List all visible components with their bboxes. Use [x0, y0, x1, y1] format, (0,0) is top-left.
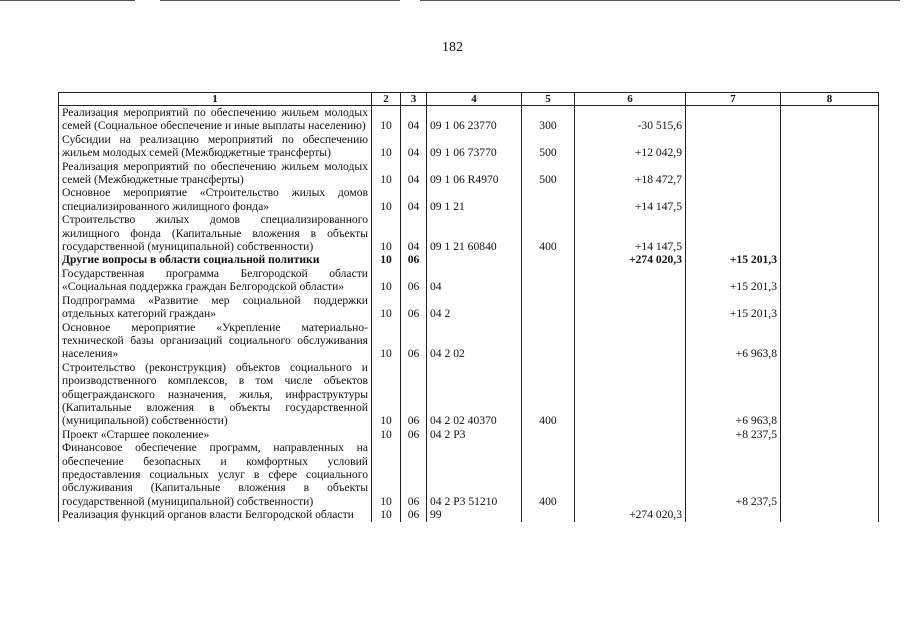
amount-change-cell	[686, 160, 781, 187]
row-name-cell: Реализация мероприятий по обеспечению жильем молодых семей (Социальное обеспечение и иные выплаты населению)	[59, 106, 372, 133]
section-code-cell: 10	[372, 441, 401, 508]
column-header: 5	[522, 93, 575, 106]
target-article-cell: 04	[427, 267, 522, 294]
amount-change-cell: +15 201,3	[686, 294, 781, 321]
section-code-cell: 10	[372, 106, 401, 133]
column-header: 6	[575, 93, 686, 106]
subsection-code-cell: 06	[401, 294, 427, 321]
section-code-cell: 10	[372, 160, 401, 187]
expense-type-cell	[522, 508, 575, 521]
table-row	[59, 253, 879, 266]
amount-change-cell: +6 963,8	[686, 321, 781, 361]
table-row	[59, 508, 879, 521]
subsection-code-cell: 06	[401, 508, 427, 521]
table-row	[59, 267, 879, 294]
column-header: 7	[686, 93, 781, 106]
column-header: 4	[427, 93, 522, 106]
budget-table	[58, 92, 879, 522]
amount-change-cell	[575, 321, 686, 361]
subsection-code-cell: 06	[401, 361, 427, 428]
extra-column-cell	[781, 267, 879, 294]
section-code-cell: 10	[372, 361, 401, 428]
subsection-code-cell: 06	[401, 441, 427, 508]
section-code-cell: 10	[372, 213, 401, 253]
table-row	[59, 186, 879, 213]
extra-column-cell	[781, 441, 879, 508]
amount-change-cell: +8 237,5	[686, 441, 781, 508]
extra-column-cell	[781, 186, 879, 213]
target-article-cell: 09 1 06 23770	[427, 106, 522, 133]
section-code-cell: 10	[372, 267, 401, 294]
expense-type-cell: 400	[522, 213, 575, 253]
expense-type-cell: 300	[522, 106, 575, 133]
row-name-cell: Реализация мероприятий по обеспечению жильем молодых семей (Межбюджетные трансферты)	[59, 160, 372, 187]
amount-change-cell: +14 147,5	[575, 213, 686, 253]
subsection-code-cell: 04	[401, 133, 427, 160]
table-row	[59, 361, 879, 428]
expense-type-cell: 500	[522, 133, 575, 160]
extra-column-cell	[781, 294, 879, 321]
extra-column-cell	[781, 508, 879, 521]
target-article-cell	[427, 253, 522, 266]
row-name-cell: Строительство (реконструкция) объектов социального и производственного комплексов, в том числе объектов общегражданского назначения, жилья, инфраструктуры (Капитальные вложения в объекты государственной (муниципальной) собственности)	[59, 361, 372, 428]
subsection-code-cell: 06	[401, 321, 427, 361]
expense-type-cell	[522, 428, 575, 441]
amount-change-cell	[686, 186, 781, 213]
table-row	[59, 294, 879, 321]
page-number: 182	[442, 40, 463, 55]
amount-change-cell	[686, 133, 781, 160]
extra-column-cell	[781, 133, 879, 160]
column-header: 1	[59, 93, 372, 106]
section-code-cell: 10	[372, 294, 401, 321]
subsection-code-cell: 04	[401, 106, 427, 133]
amount-change-cell: +14 147,5	[575, 186, 686, 213]
row-name-cell: Другие вопросы в области социальной политики	[59, 253, 372, 266]
expense-type-cell: 500	[522, 160, 575, 187]
table-body	[59, 106, 879, 522]
amount-change-cell: +8 237,5	[686, 428, 781, 441]
amount-change-cell: +18 472,7	[575, 160, 686, 187]
amount-change-cell: +274 020,3	[575, 508, 686, 521]
section-code-cell: 10	[372, 253, 401, 266]
column-header: 2	[372, 93, 401, 106]
section-code-cell: 10	[372, 428, 401, 441]
table-row	[59, 213, 879, 253]
row-name-cell: Строительство жилых домов специализированного жилищного фонда (Капитальные вложения в объекты государственной (муниципальной) собственности)	[59, 213, 372, 253]
amount-change-cell: +12 042,9	[575, 133, 686, 160]
extra-column-cell	[781, 213, 879, 253]
table-row	[59, 106, 879, 133]
column-header: 8	[781, 93, 879, 106]
subsection-code-cell: 04	[401, 160, 427, 187]
amount-change-cell	[686, 508, 781, 521]
amount-change-cell	[575, 267, 686, 294]
subsection-code-cell: 04	[401, 213, 427, 253]
section-code-cell: 10	[372, 186, 401, 213]
row-name-cell: Проект «Старшее поколение»	[59, 428, 372, 441]
expense-type-cell	[522, 186, 575, 213]
subsection-code-cell: 06	[401, 428, 427, 441]
expense-type-cell	[522, 253, 575, 266]
expense-type-cell	[522, 321, 575, 361]
row-name-cell: Основное мероприятие «Строительство жилых домов специализированного жилищного фонда»	[59, 186, 372, 213]
amount-change-cell	[686, 213, 781, 253]
amount-change-cell	[575, 428, 686, 441]
target-article-cell: 04 2 02	[427, 321, 522, 361]
row-name-cell: Финансовое обеспечение программ, направленных на обеспечение безопасных и комфортных условий предоставления социальных услуг в сфере социального обслуживания (Капитальные вложения в объекты государственной (муниципальной) собственности)	[59, 441, 372, 508]
target-article-cell: 04 2 P3	[427, 428, 522, 441]
extra-column-cell	[781, 160, 879, 187]
row-name-cell: Субсидии на реализацию мероприятий по обеспечению жильем молодых семей (Межбюджетные трансферты)	[59, 133, 372, 160]
amount-change-cell	[686, 106, 781, 133]
amount-change-cell: +274 020,3	[575, 253, 686, 266]
expense-type-cell: 400	[522, 361, 575, 428]
extra-column-cell	[781, 253, 879, 266]
amount-change-cell: -30 515,6	[575, 106, 686, 133]
section-code-cell: 10	[372, 321, 401, 361]
amount-change-cell	[575, 294, 686, 321]
table-row	[59, 133, 879, 160]
target-article-cell: 09 1 21	[427, 186, 522, 213]
expense-type-cell	[522, 294, 575, 321]
extra-column-cell	[781, 361, 879, 428]
target-article-cell: 09 1 06 R4970	[427, 160, 522, 187]
row-name-cell: Реализация функций органов власти Белгородской области	[59, 508, 372, 521]
amount-change-cell: +15 201,3	[686, 267, 781, 294]
table-row	[59, 321, 879, 361]
amount-change-cell	[575, 441, 686, 508]
subsection-code-cell: 06	[401, 267, 427, 294]
extra-column-cell	[781, 321, 879, 361]
top-edge-rule	[0, 0, 905, 6]
target-article-cell: 04 2 02 40370	[427, 361, 522, 428]
target-article-cell: 09 1 21 60840	[427, 213, 522, 253]
table-row	[59, 428, 879, 441]
expense-type-cell: 400	[522, 441, 575, 508]
column-header: 3	[401, 93, 427, 106]
amount-change-cell: +15 201,3	[686, 253, 781, 266]
target-article-cell: 09 1 06 73770	[427, 133, 522, 160]
section-code-cell: 10	[372, 508, 401, 521]
target-article-cell: 99	[427, 508, 522, 521]
row-name-cell: Подпрограмма «Развитие мер социальной поддержки отдельных категорий граждан»	[59, 294, 372, 321]
table-row	[59, 441, 879, 508]
target-article-cell: 04 2 P3 51210	[427, 441, 522, 508]
subsection-code-cell: 04	[401, 186, 427, 213]
target-article-cell: 04 2	[427, 294, 522, 321]
row-name-cell: Государственная программа Белгородской области «Социальная поддержка граждан Белгородской области»	[59, 267, 372, 294]
subsection-code-cell: 06	[401, 253, 427, 266]
amount-change-cell: +6 963,8	[686, 361, 781, 428]
extra-column-cell	[781, 428, 879, 441]
table-header-row	[59, 93, 879, 106]
expense-type-cell	[522, 267, 575, 294]
amount-change-cell	[575, 361, 686, 428]
table-row	[59, 160, 879, 187]
extra-column-cell	[781, 106, 879, 133]
section-code-cell: 10	[372, 133, 401, 160]
row-name-cell: Основное мероприятие «Укрепление материально-технической базы организаций социального обслуживания населения»	[59, 321, 372, 361]
